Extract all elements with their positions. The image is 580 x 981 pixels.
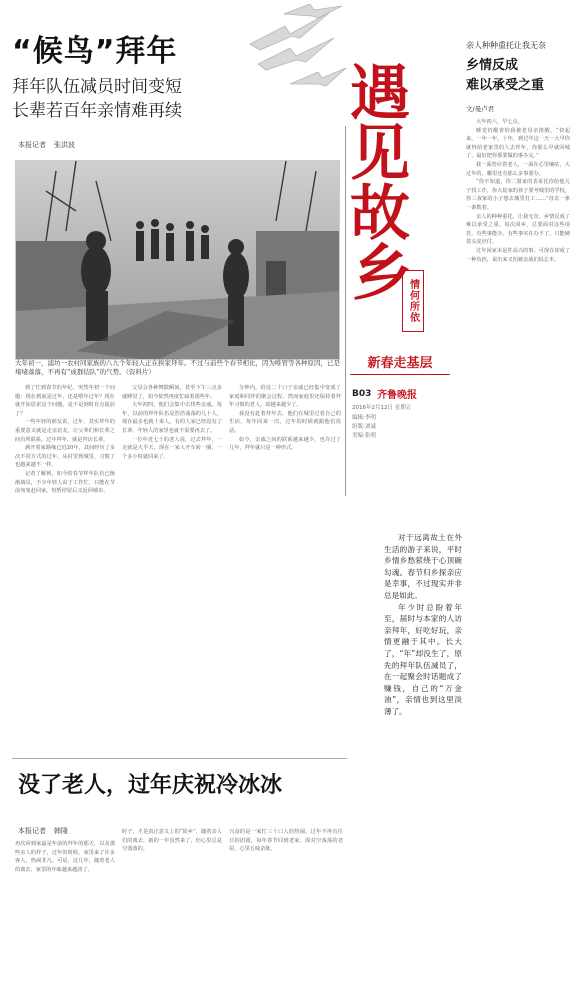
designer-credit: 组版:刘诚 [352,424,376,430]
bird-icon [290,68,346,86]
paragraph: 记者了解到，如今的春节拜年队伍已渐渐减员，不少年轻人由于工作忙，只能在节前匆匆赶回家，短暂停留后又返回城市。 [15,470,115,495]
issue-date: 2016年2月12日 星期五 [352,405,412,411]
paragraph: 满开着家路缘已近20年，其间经历了多次不同方式的过年。从村里到城里，习惯了也越来越不一样。 [15,445,115,469]
section-underline [350,374,450,375]
paragraph: 亲人的种种重托，让我无奈，乡情反成了难以承受之重。每次回乡，总要面对这些请托，有些事能办，有些事实在办不了，只能硬着头皮应付。 [466,213,570,246]
headline-lead: “候鸟”拜年 [12,34,178,69]
paragraph: 睡觉仍醒着的我被老母亲推醒，“快起来，一年一年，十年，到过年这一天一大早你就得给老家里的人去拜年，你那么早就回城了，最好把你那要做的事办完。” [466,127,570,160]
paragraph: 大年初六，早七点。 [476,119,523,125]
theme-char-1: 遇 [350,59,410,129]
section-name: 新春走基层 [367,356,433,371]
paragraph: “你不知道，你二舅家的表哥托你给他儿子找工作，你大姑家的孩子要考城里的学校，你三叔家的小子想去城里打工……”母亲一条一条数着。 [466,179,570,211]
theme-tag-box [402,270,424,332]
right-author: 文/曼卢君 [466,105,495,113]
second-column-1: 再次回到家最是年前的拜年的那天，以及那些亲人的样子，过年的时候，家里来了许多客人，热闹非凡。可是，这几年，随着老人的离去，家里的年味越来越淡了。 [15,841,115,873]
theme-char-4: 乡 [352,239,412,309]
paragraph: 如今，亲戚之间的联系越来越少，也许过了几年，拜年就只是一种形式。 [229,436,341,452]
editor-credit: 编辑:李明 [352,415,376,421]
right-headline-1: 乡情反成 [466,58,519,73]
byline-label: 本报记者 [18,827,46,835]
flying-birds-illustration [230,4,350,94]
paragraph: 一些年轻的朋友说，过年，其实拜年的重要意义就是走亲访友，让父辈们和长辈之间有所联系，过年拜年，就是拜访长辈。 [15,419,115,443]
theme-char-3: 故 [350,179,410,249]
right-body [466,118,570,973]
paragraph: 我没有赶着拜年去，他们在城里过着自己的生活，每年回来一次，过年的时候就跟他们说话。 [229,410,341,434]
paragraph: 我一面答应着老人，一面在心里嘀咕，大过年的，哪里还有那么多事要办。 [466,161,570,177]
column-divider [345,126,346,496]
theme-tag: 情何所依 [407,279,419,323]
lead-column-3 [229,384,341,752]
subheadline-1: 拜年队伍减员时间变短 [12,77,182,97]
paragraph: 过年回家本是件高兴的事，可现在却成了一种负担，说出来又怕被亲戚们说忘本。 [466,247,570,263]
paragraph: 大年初四，他们会集中去找些亲戚。每年，以前的拜年队伍是浩浩荡荡的几十人，现在最多也就十来人。有的人家已经没有了长辈，年轻人的家里也就不需要再去了。 [122,402,222,434]
byline-second [18,826,68,836]
second-column-2: 时子，才是真正意义上的“故乡”，随着亲人们的离去，新的一年虽然来了，但心里总是空落落的。 [122,829,222,853]
second-column-3: 兴奋的是一家忙三十口人的热闹，过年不再有往日的团圆，每年春节回到老家，面对空荡荡的老屋，心里五味杂陈。 [229,829,343,853]
paragraph: 一位年近七十的老人说，过去拜年，一走就是大半天，现在一家人开车转一圈，一个多小时就回来了。 [122,436,222,460]
headline-second: 没了老人，过年庆祝冷冰冰 [18,773,283,798]
page-code: B03 [352,389,372,399]
byline-reporter: 韩隆 [54,827,68,835]
lead-column-2 [122,384,222,752]
lead-column-1 [15,384,115,752]
byline-lead [18,140,75,150]
paper-logo: 齐鲁晚报 [377,390,417,401]
story-divider [12,758,347,759]
right-headline-2: 难以承受之重 [466,78,545,93]
pull-quote [384,532,462,718]
paragraph: 年少时总盼着年至，届时与本家的人访亲拜年，好吃好玩，亲情更融于其中。长大了，“年”却没生了，原先的拜年队伍减员了，在一起聚会时话题成了赚钱，自己的“万金油”，亲情也到这里淡薄了。 [384,602,462,716]
subheadline-2: 长辈若百年亲情难再续 [12,101,182,121]
byline-label: 本报记者 [18,141,46,149]
theme-char-2: 见 [350,119,410,189]
news-photo [15,160,340,360]
photo-caption: 大年初一，浦坊一农村同家族的八九个年轻人正在挨家拜年。不过与前些个春节相比，因为唯管等各种原因，已是堵堵落落，不再有“成群结队”的气势。（资料片） [15,359,340,376]
paragraph: 父母会各种舞散瞬间，甚至下午三点多就睡觉了，如今依然再度忙碌着那些年。 [122,385,222,400]
paragraph: 对于远离故土在外生活的游子来说，平时乡情乡愁萦绕于心顶碗勾魂。春节归乡探亲应是幸事，不过现实并非总是如此。 [384,533,462,600]
right-kicker: 亲人种种重托让我无奈 [466,41,546,50]
photo-credit: （资料片） [125,368,155,376]
bird-icon [284,4,342,18]
byline-reporter: 张洪波 [54,141,75,149]
paragraph: 到了忙到春节的年纪，突然年初一个问题：现在到底是过年，还是喂年过年？现在就开始思索这个问题，是不是到时有点提前了？ [15,385,115,417]
paragraph: 分钟内，给这二十口子亲戚已经集中变成了家庭和同伴的聚会过程。然而家庭里还保持着拜年习惯的老人，却越来越少了。 [229,385,341,409]
art-credit: 美编:张明 [352,433,376,439]
